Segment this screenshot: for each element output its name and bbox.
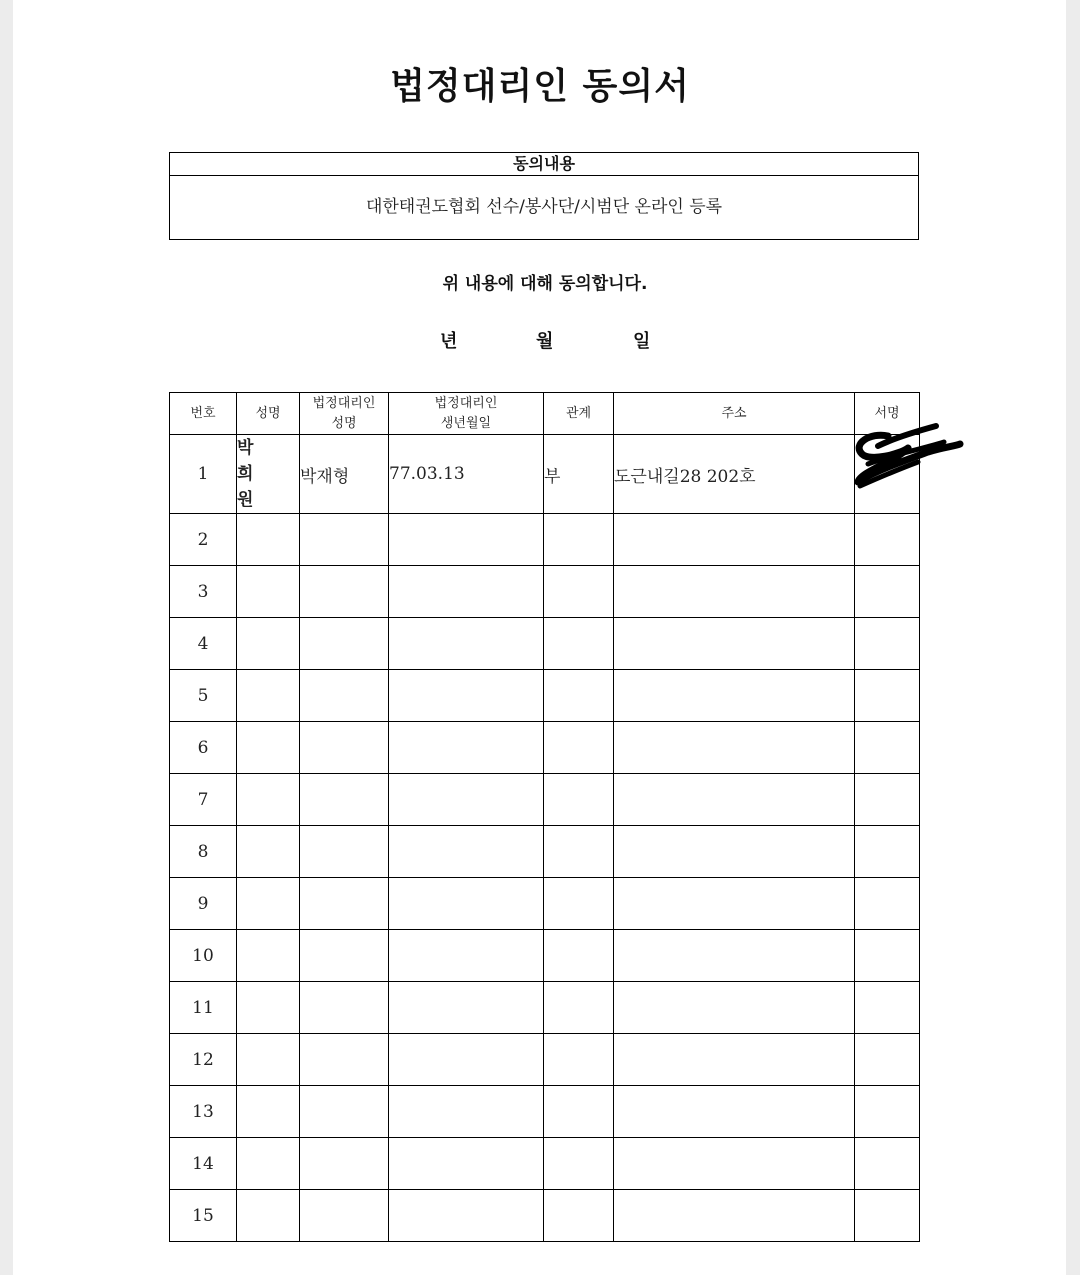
cell-number: 10 bbox=[170, 930, 237, 982]
cell-signature[interactable] bbox=[855, 1190, 920, 1242]
cell-number: 15 bbox=[170, 1190, 237, 1242]
cell-signature[interactable] bbox=[855, 930, 920, 982]
cell-address[interactable] bbox=[614, 982, 855, 1034]
cell-guardian-name[interactable] bbox=[300, 1086, 389, 1138]
cell-name-line1: 박 희 bbox=[237, 438, 262, 484]
table-row bbox=[170, 722, 920, 774]
cell-guardian-dob[interactable] bbox=[389, 514, 544, 566]
header-number: 번호 bbox=[170, 393, 237, 435]
cell-guardian-dob[interactable] bbox=[389, 982, 544, 1034]
cell-relation[interactable] bbox=[544, 1138, 614, 1190]
cell-signature[interactable] bbox=[855, 1138, 920, 1190]
cell-guardian-dob[interactable] bbox=[389, 618, 544, 670]
cell-signature[interactable] bbox=[855, 1034, 920, 1086]
table-row bbox=[170, 435, 920, 514]
cell-guardian-dob[interactable]: 77.03.13 bbox=[389, 435, 544, 514]
table-row bbox=[170, 982, 920, 1034]
header-address: 주소 bbox=[614, 393, 855, 435]
table-row bbox=[170, 566, 920, 618]
cell-signature[interactable] bbox=[855, 722, 920, 774]
header-guardian-dob bbox=[389, 393, 544, 435]
table-row bbox=[170, 878, 920, 930]
agree-statement: 위 내용에 대해 동의합니다. bbox=[442, 274, 648, 294]
cell-signature[interactable] bbox=[855, 826, 920, 878]
cell-guardian-name[interactable]: 박재형 bbox=[300, 435, 389, 514]
cell-number: 9 bbox=[170, 878, 237, 930]
cell-number: 4 bbox=[170, 618, 237, 670]
cell-name[interactable] bbox=[237, 826, 300, 878]
cell-signature[interactable] bbox=[855, 1086, 920, 1138]
cell-name-line2: 원 bbox=[237, 490, 262, 510]
cell-relation[interactable] bbox=[544, 826, 614, 878]
cell-signature[interactable] bbox=[855, 982, 920, 1034]
cell-name[interactable] bbox=[237, 1190, 300, 1242]
header-guardian-name bbox=[300, 393, 389, 435]
cell-name[interactable] bbox=[237, 774, 300, 826]
table-row bbox=[170, 1138, 920, 1190]
cell-address[interactable] bbox=[614, 670, 855, 722]
cell-relation[interactable] bbox=[544, 1034, 614, 1086]
cell-relation[interactable] bbox=[544, 878, 614, 930]
cell-relation[interactable] bbox=[544, 618, 614, 670]
consent-table bbox=[169, 392, 920, 1242]
cell-guardian-dob[interactable] bbox=[389, 1086, 544, 1138]
cell-guardian-name[interactable] bbox=[300, 1034, 389, 1086]
cell-address[interactable] bbox=[614, 566, 855, 618]
consent-header: 동의내용 bbox=[170, 153, 918, 176]
table-row bbox=[170, 826, 920, 878]
cell-name[interactable] bbox=[237, 618, 300, 670]
cell-name[interactable] bbox=[237, 1034, 300, 1086]
cell-guardian-name[interactable] bbox=[300, 514, 389, 566]
cell-guardian-dob[interactable] bbox=[389, 930, 544, 982]
cell-guardian-dob[interactable] bbox=[389, 1138, 544, 1190]
cell-address[interactable] bbox=[614, 514, 855, 566]
cell-signature[interactable] bbox=[855, 670, 920, 722]
table-row bbox=[170, 930, 920, 982]
cell-relation[interactable] bbox=[544, 930, 614, 982]
table-row bbox=[170, 774, 920, 826]
cell-signature[interactable] bbox=[855, 566, 920, 618]
cell-name[interactable] bbox=[237, 982, 300, 1034]
cell-guardian-dob[interactable] bbox=[389, 826, 544, 878]
cell-name[interactable] bbox=[237, 722, 300, 774]
cell-signature[interactable] bbox=[855, 618, 920, 670]
date-day-label: 일 bbox=[633, 331, 651, 352]
cell-address[interactable] bbox=[614, 1034, 855, 1086]
cell-guardian-dob[interactable] bbox=[389, 670, 544, 722]
cell-address[interactable] bbox=[614, 774, 855, 826]
cell-guardian-name[interactable] bbox=[300, 1190, 389, 1242]
cell-number: 2 bbox=[170, 514, 237, 566]
cell-number: 3 bbox=[170, 566, 237, 618]
cell-guardian-name[interactable] bbox=[300, 722, 389, 774]
cell-number: 12 bbox=[170, 1034, 237, 1086]
cell-address[interactable] bbox=[614, 618, 855, 670]
cell-relation[interactable] bbox=[544, 1086, 614, 1138]
cell-relation[interactable] bbox=[544, 514, 614, 566]
cell-relation[interactable] bbox=[544, 566, 614, 618]
cell-guardian-name[interactable] bbox=[300, 878, 389, 930]
cell-guardian-name[interactable] bbox=[300, 774, 389, 826]
cell-number: 8 bbox=[170, 826, 237, 878]
table-row bbox=[170, 1034, 920, 1086]
cell-signature[interactable] bbox=[855, 514, 920, 566]
cell-address[interactable] bbox=[614, 1138, 855, 1190]
table-row bbox=[170, 670, 920, 722]
cell-address[interactable] bbox=[614, 930, 855, 982]
cell-address[interactable] bbox=[614, 826, 855, 878]
cell-guardian-dob[interactable] bbox=[389, 774, 544, 826]
cell-name[interactable] bbox=[237, 670, 300, 722]
cell-guardian-name[interactable] bbox=[300, 618, 389, 670]
cell-guardian-dob[interactable] bbox=[389, 1034, 544, 1086]
date-month-label: 월 bbox=[536, 331, 554, 352]
cell-guardian-name[interactable] bbox=[300, 982, 389, 1034]
cell-relation[interactable] bbox=[544, 982, 614, 1034]
table-row bbox=[170, 1086, 920, 1138]
cell-guardian-dob[interactable] bbox=[389, 566, 544, 618]
cell-number: 5 bbox=[170, 670, 237, 722]
cell-signature[interactable] bbox=[855, 774, 920, 826]
consent-body: 대한태권도협회 선수/봉사단/시범단 온라인 등록 bbox=[365, 197, 723, 217]
cell-signature[interactable] bbox=[855, 878, 920, 930]
cell-name[interactable] bbox=[237, 435, 300, 514]
cell-relation[interactable] bbox=[544, 774, 614, 826]
cell-address[interactable] bbox=[614, 1086, 855, 1138]
table-header-row bbox=[170, 393, 920, 435]
cell-relation[interactable] bbox=[544, 670, 614, 722]
cell-address[interactable] bbox=[614, 1190, 855, 1242]
header-guardian-name-line1: 법정대리인 bbox=[312, 395, 376, 411]
cell-name[interactable] bbox=[237, 930, 300, 982]
cell-guardian-name[interactable] bbox=[300, 826, 389, 878]
cell-address[interactable] bbox=[614, 878, 855, 930]
header-signature: 서명 bbox=[855, 393, 920, 435]
cell-relation[interactable]: 부 bbox=[544, 435, 614, 514]
cell-guardian-name[interactable] bbox=[300, 566, 389, 618]
cell-number: 13 bbox=[170, 1086, 237, 1138]
document-title: 법정대리인 동의서 bbox=[390, 66, 690, 107]
cell-number: 6 bbox=[170, 722, 237, 774]
handwritten-signature bbox=[848, 420, 966, 496]
date-year-label: 년 bbox=[440, 331, 458, 352]
cell-name[interactable] bbox=[237, 1138, 300, 1190]
header-name: 성명 bbox=[237, 393, 300, 435]
cell-relation[interactable] bbox=[544, 722, 614, 774]
cell-guardian-dob[interactable] bbox=[389, 722, 544, 774]
cell-guardian-name[interactable] bbox=[300, 1138, 389, 1190]
table-row bbox=[170, 514, 920, 566]
table-row bbox=[170, 1190, 920, 1242]
cell-address[interactable]: 도근내길28 202호 bbox=[614, 435, 855, 514]
table-row bbox=[170, 618, 920, 670]
cell-guardian-name[interactable] bbox=[300, 930, 389, 982]
header-guardian-name-line2: 성명 bbox=[331, 415, 357, 431]
cell-number: 11 bbox=[170, 982, 237, 1034]
consent-box bbox=[169, 152, 919, 240]
cell-name[interactable] bbox=[237, 1086, 300, 1138]
cell-relation[interactable] bbox=[544, 1190, 614, 1242]
header-relation: 관계 bbox=[544, 393, 614, 435]
cell-guardian-dob[interactable] bbox=[389, 1190, 544, 1242]
table-body bbox=[170, 435, 920, 1242]
header-guardian-dob-line1: 법정대리인 bbox=[434, 395, 498, 411]
cell-name[interactable] bbox=[237, 514, 300, 566]
cell-number: 7 bbox=[170, 774, 237, 826]
cell-address[interactable] bbox=[614, 722, 855, 774]
cell-name[interactable] bbox=[237, 878, 300, 930]
cell-guardian-dob[interactable] bbox=[389, 878, 544, 930]
cell-name[interactable] bbox=[237, 566, 300, 618]
cell-number: 1 bbox=[170, 435, 237, 514]
cell-guardian-name[interactable] bbox=[300, 670, 389, 722]
cell-number: 14 bbox=[170, 1138, 237, 1190]
header-guardian-dob-line2: 생년월일 bbox=[440, 415, 492, 431]
